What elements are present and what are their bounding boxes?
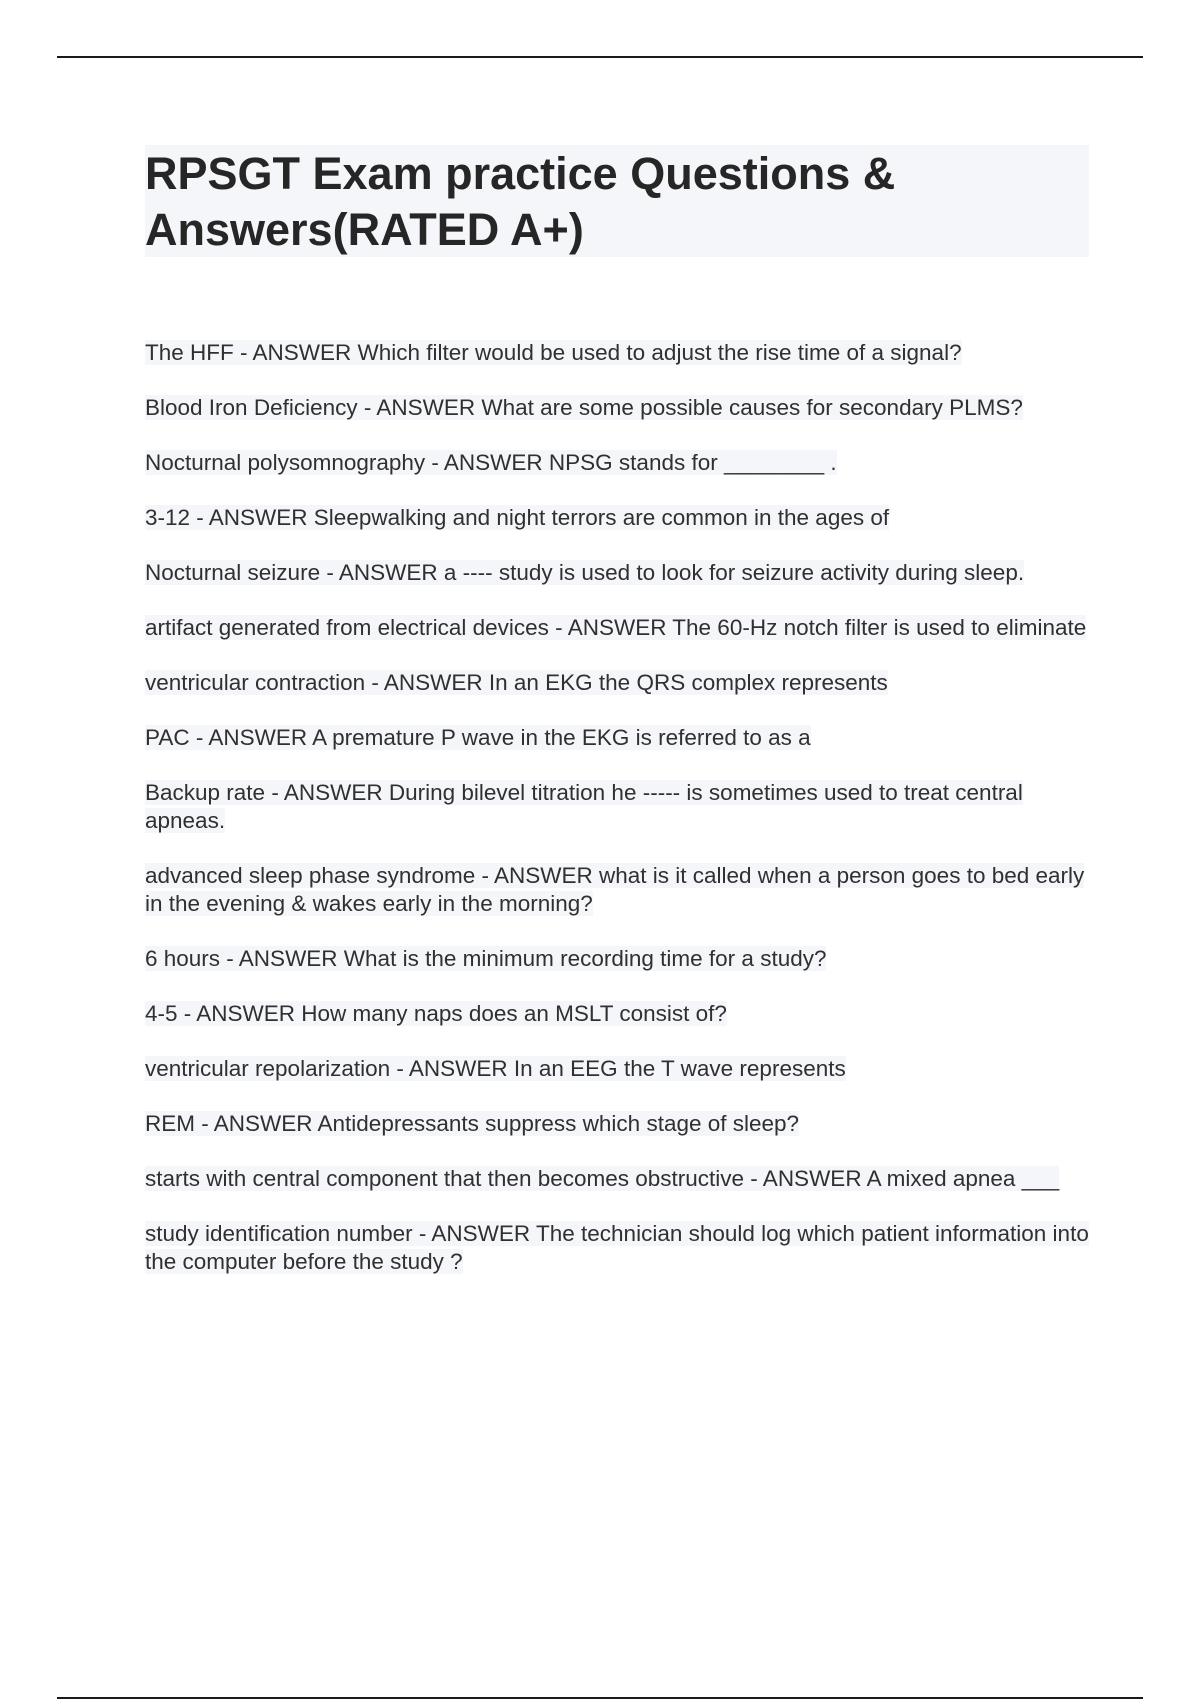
qa-item [145,1165,1089,1193]
bottom-rule [57,1697,1143,1699]
qa-item [145,862,1089,918]
qa-text: ventricular repolarization - ANSWER In an EEG the T wave represents [145,1056,846,1081]
qa-item [145,1110,1089,1138]
qa-text: REM - ANSWER Antidepressants suppress which stage of sleep? [145,1111,800,1136]
top-rule [57,56,1143,58]
qa-text: PAC - ANSWER A premature P wave in the EKG is referred to as a [145,725,811,750]
qa-item [145,339,1089,367]
qa-item [145,504,1089,532]
qa-text: Nocturnal seizure - ANSWER a ---- study is used to look for seizure activity during sleep. [145,560,1025,585]
qa-text: The HFF - ANSWER Which filter would be used to adjust the rise time of a signal? [145,340,962,365]
qa-text: 4-5 - ANSWER How many naps does an MSLT consist of? [145,1001,727,1026]
qa-item [145,559,1089,587]
qa-item [145,669,1089,697]
qa-text: 6 hours - ANSWER What is the minimum recording time for a study? [145,946,827,971]
qa-text: study identification number - ANSWER The technician should log which patient information into the computer before the study ? [145,1221,1089,1274]
qa-item [145,779,1089,835]
qa-item [145,1220,1089,1276]
qa-text: Nocturnal polysomnography - ANSWER NPSG stands for ________ . [145,450,837,475]
qa-text: Backup rate - ANSWER During bilevel titration he ----- is sometimes used to treat central apneas. [145,780,1023,833]
qa-item [145,724,1089,752]
qa-text: Blood Iron Deficiency - ANSWER What are some possible causes for secondary PLMS? [145,395,1023,420]
qa-text: advanced sleep phase syndrome - ANSWER what is it called when a person goes to bed early in the evening & wakes early in the morning? [145,863,1085,916]
qa-list [145,339,1089,1303]
qa-text: 3-12 - ANSWER Sleepwalking and night terrors are common in the ages of [145,505,890,530]
qa-item [145,394,1089,422]
qa-item [145,449,1089,477]
qa-text: starts with central component that then becomes obstructive - ANSWER A mixed apnea ___ [145,1166,1060,1191]
qa-item [145,1055,1089,1083]
qa-item [145,614,1089,642]
qa-text: artifact generated from electrical devices - ANSWER The 60-Hz notch filter is used to eliminate [145,615,1087,640]
qa-text: ventricular contraction - ANSWER In an EKG the QRS complex represents [145,670,888,695]
qa-item [145,945,1089,973]
qa-item [145,1000,1089,1028]
document-title: RPSGT Exam practice Questions & Answers(RATED A+) [145,148,896,255]
